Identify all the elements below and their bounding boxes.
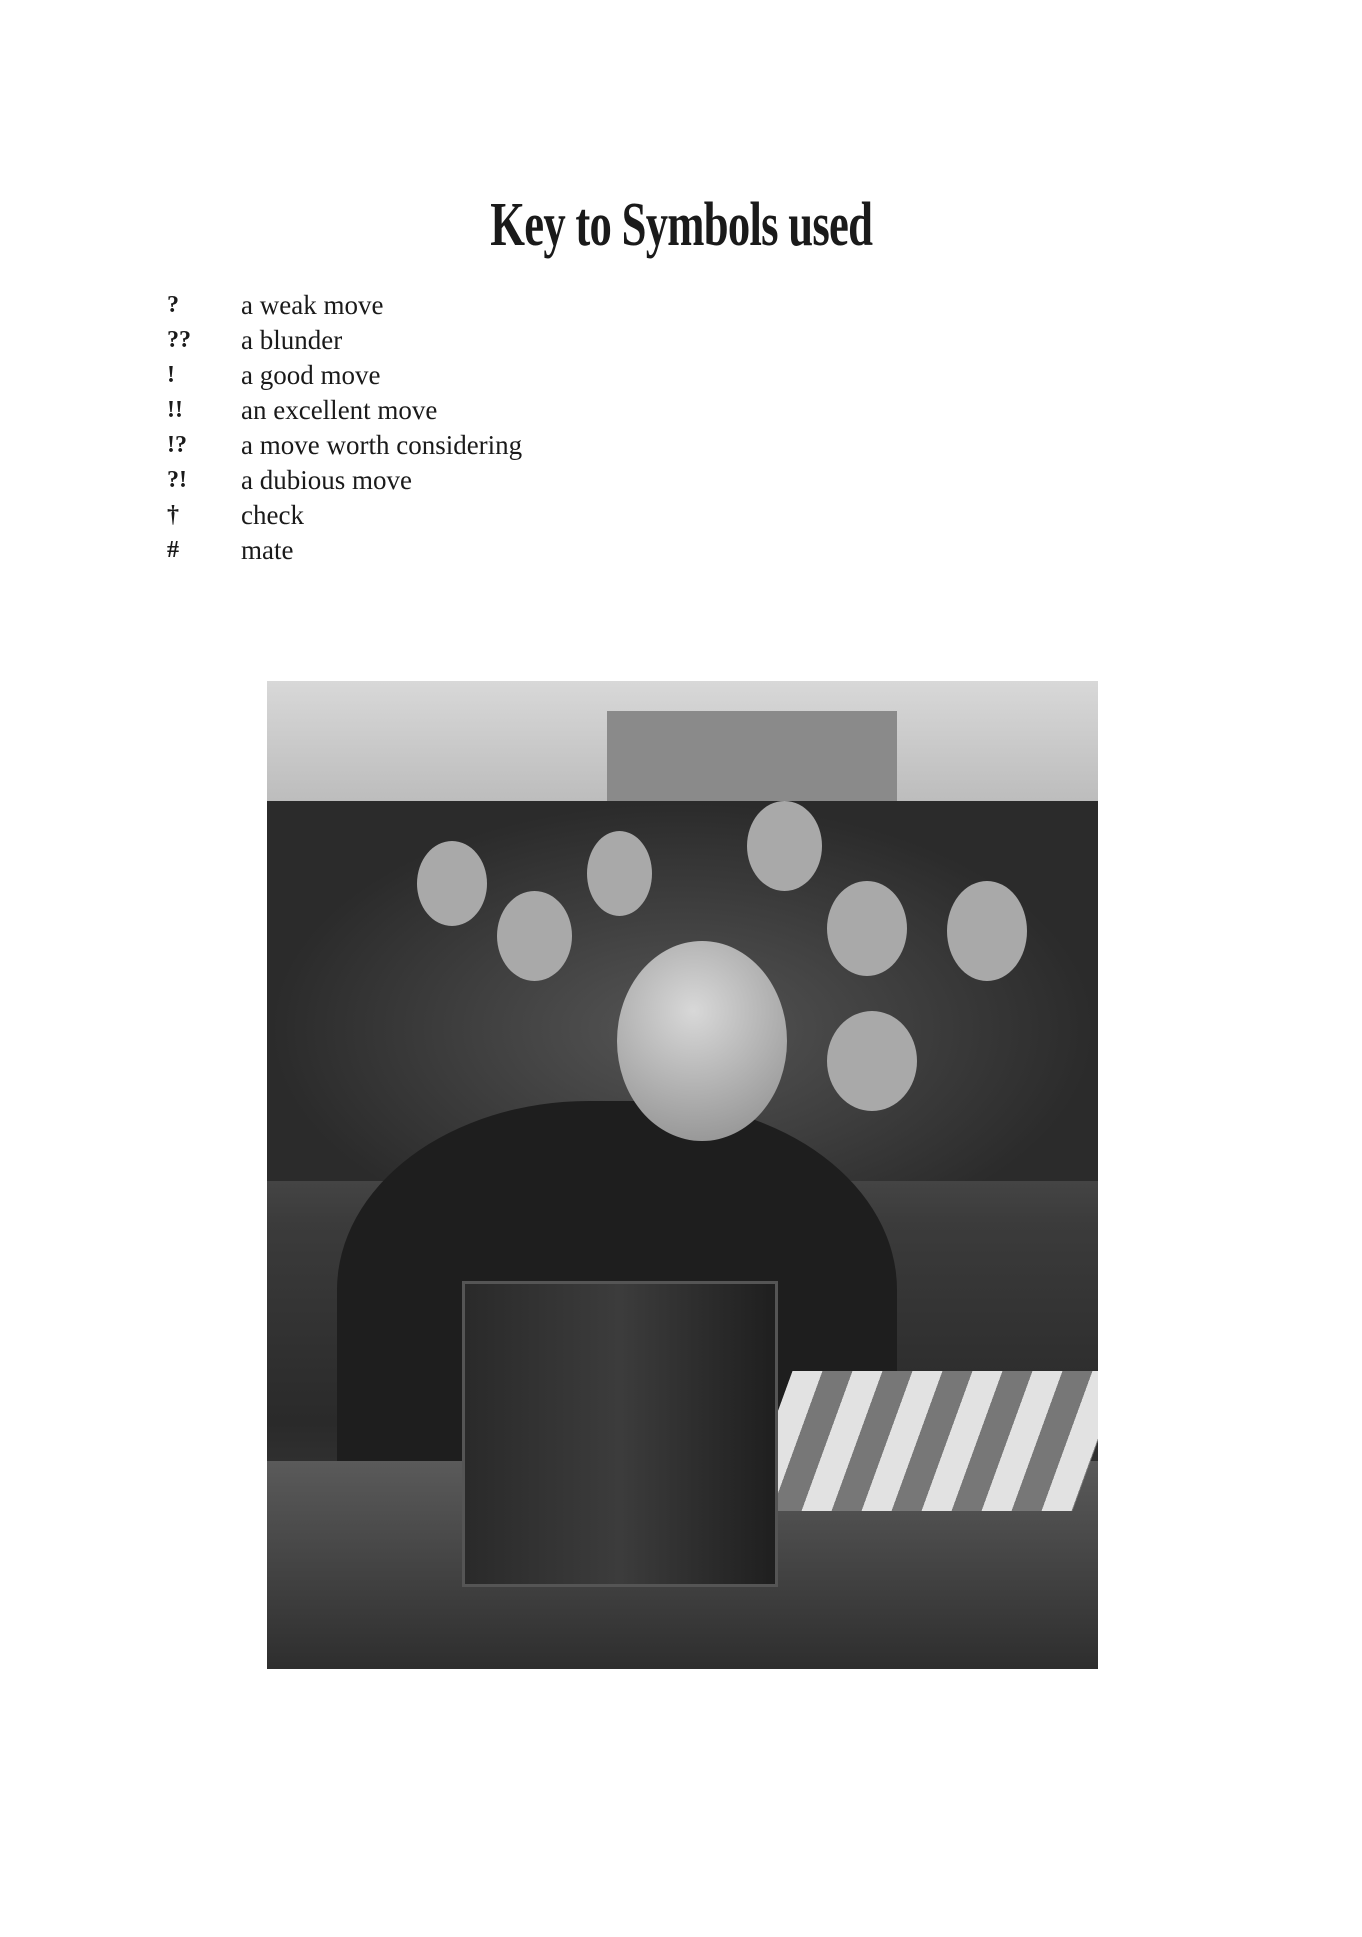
symbol-meaning: mate [241,535,294,565]
spectator-head [827,881,907,976]
symbol-meaning: a blunder [241,325,343,355]
symbol-meaning: a weak move [241,290,384,320]
symbol: # [167,537,179,563]
spectator-head [947,881,1027,981]
spectator-head [827,1011,917,1111]
spectator-head [747,801,822,891]
symbol-meaning: an excellent move [241,395,438,425]
player-head [617,941,787,1141]
chess-clock [462,1281,778,1587]
symbol-meaning: check [241,500,304,530]
symbol: !? [167,432,187,458]
symbol: ?! [167,467,187,493]
spectator-head [417,841,487,926]
symbol: ?? [167,327,191,353]
symbol: † [167,502,179,528]
symbol: !! [167,397,183,423]
symbol: ! [167,362,175,388]
symbol-meaning: a good move [241,360,381,390]
spectator-head [497,891,572,981]
page-title-text: Key to Symbols used [490,191,872,259]
spectator-head [587,831,652,916]
chess-board [742,1371,1098,1511]
chess-player-photo [267,681,1098,1669]
page-title [0,190,1362,260]
symbol: ? [167,292,179,318]
symbol-meaning: a move worth considering [241,430,523,460]
symbol-meaning: a dubious move [241,465,412,495]
